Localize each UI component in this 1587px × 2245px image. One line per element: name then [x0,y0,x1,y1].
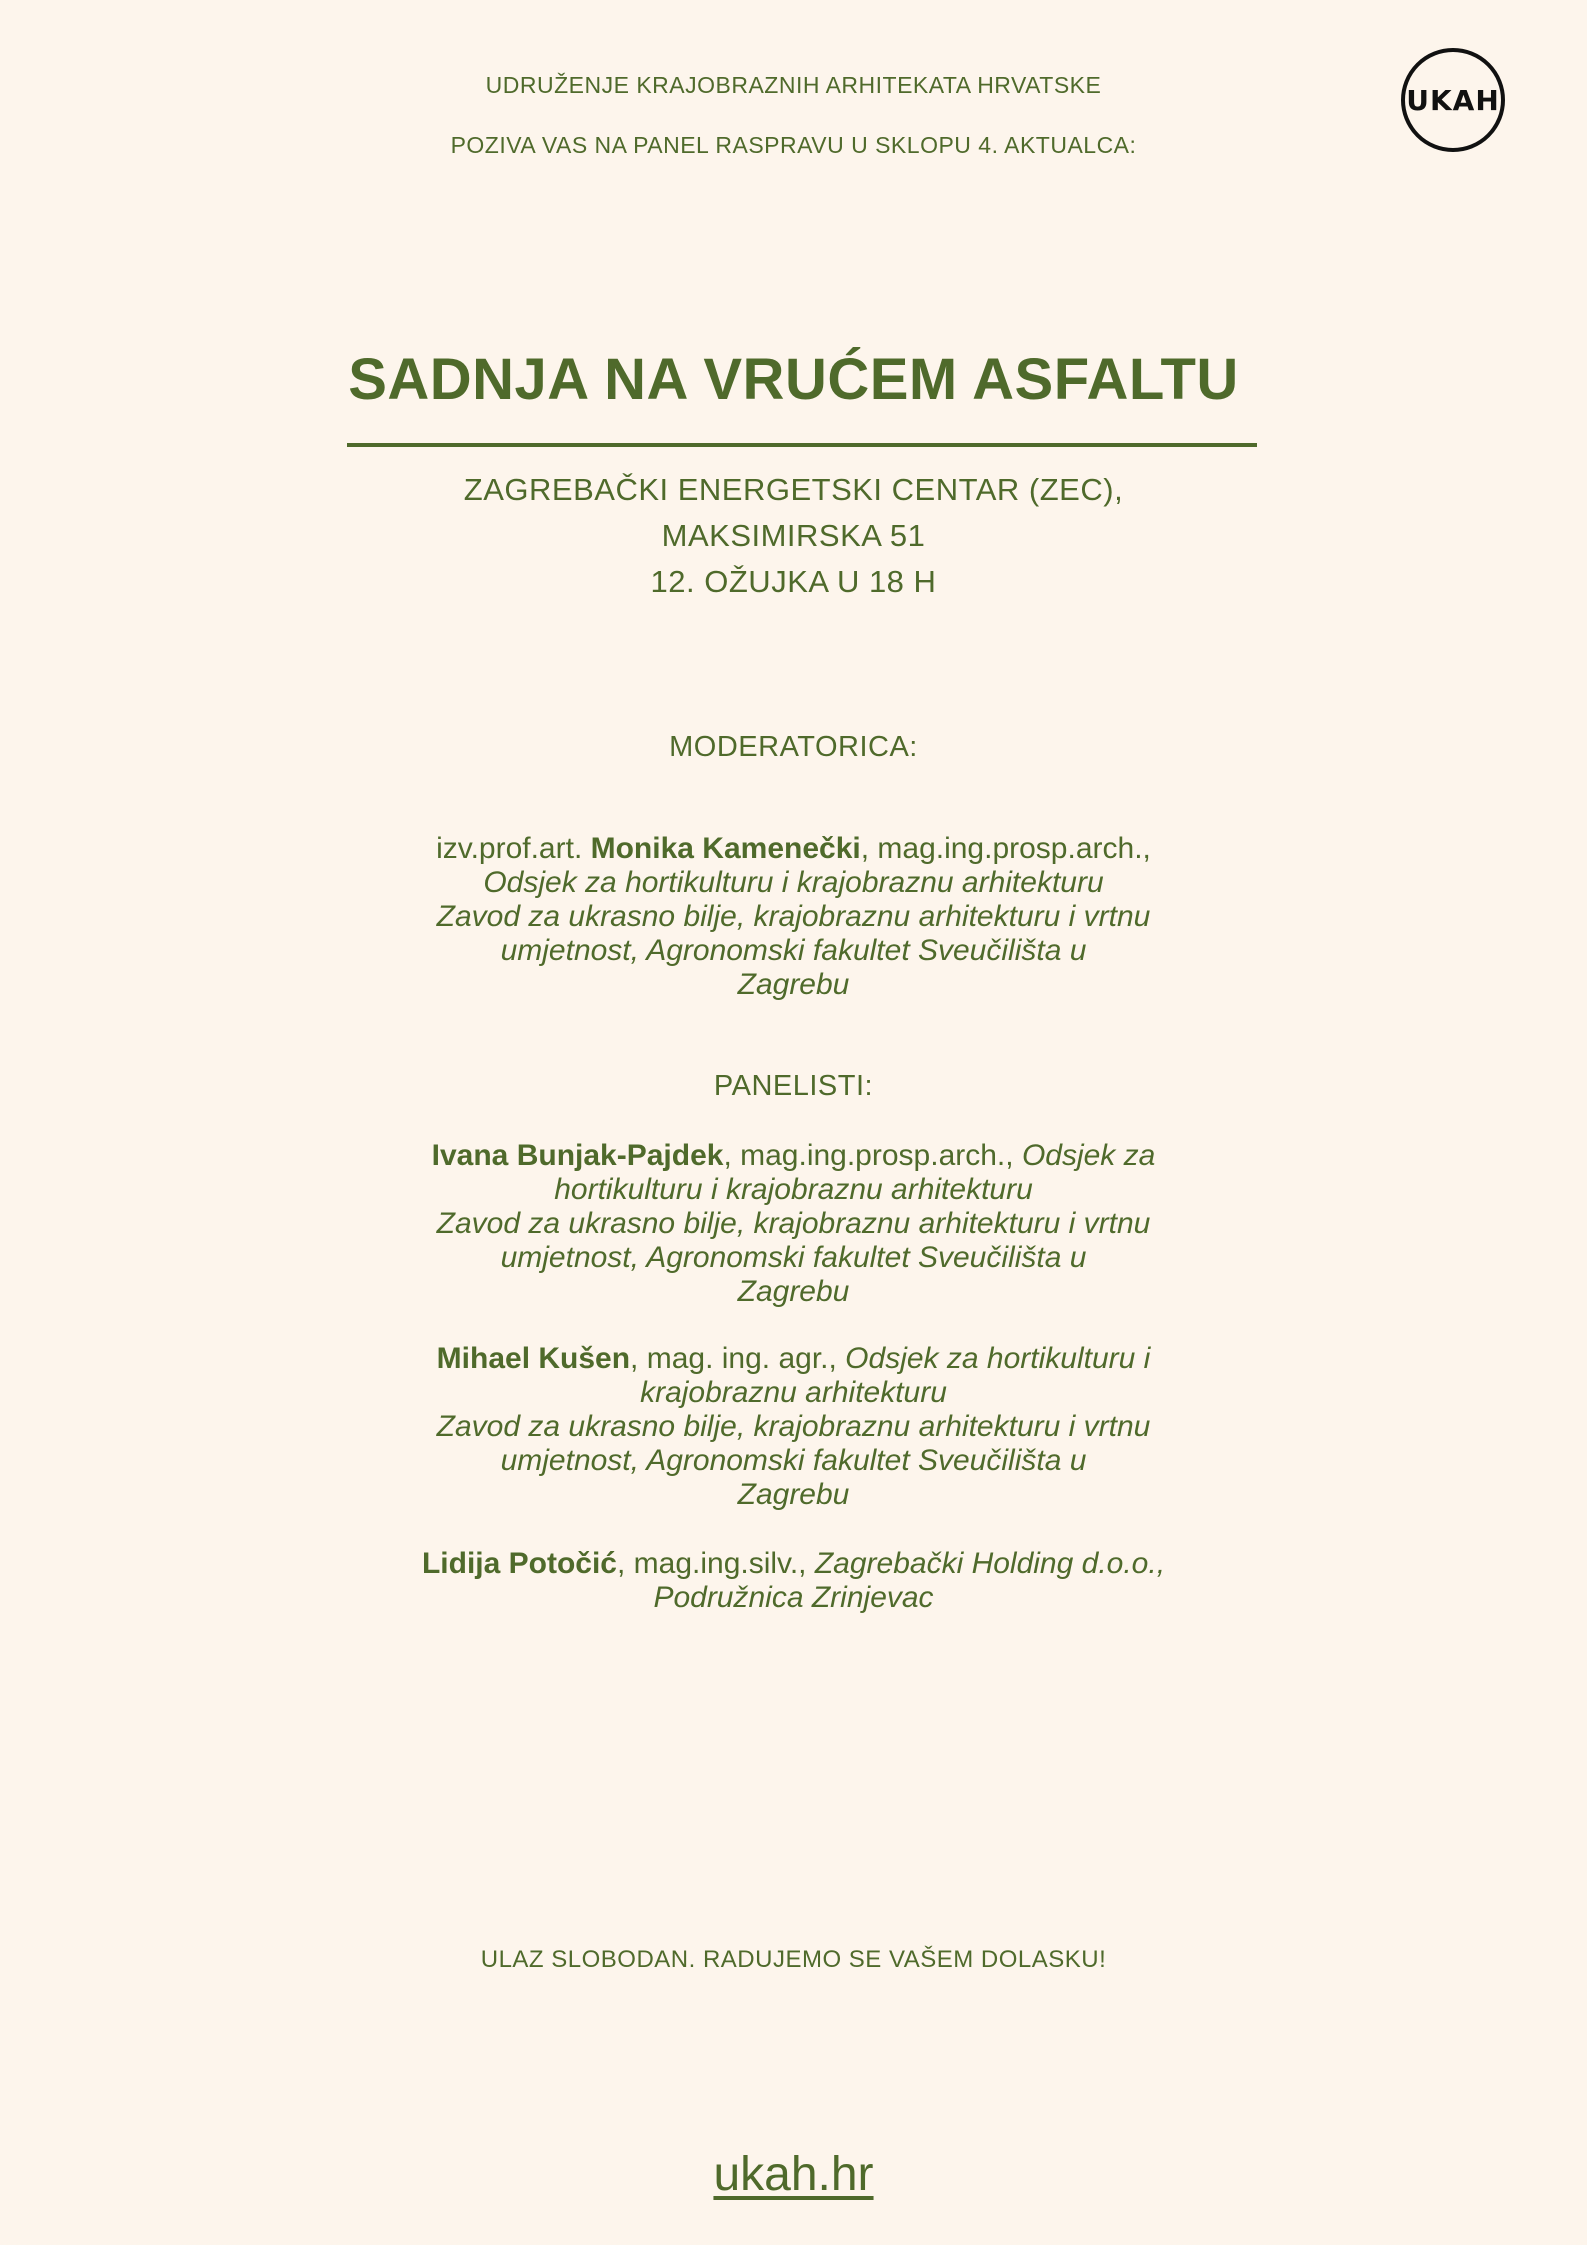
affiliation-line: Zavod za ukrasno bilje, krajobraznu arhitekturu i vrtnu [436,900,1151,933]
moderator-prefix: izv.prof.art. [436,832,591,865]
panelist-title: , mag. ing. agr., [630,1342,846,1375]
website-link[interactable]: ukah.hr [713,2148,874,2201]
address: MAKSIMIRSKA 51 [661,518,926,553]
moderator-name: Monika Kamenečki [590,832,861,865]
panelist-entry [0,1547,1587,1615]
affiliation-line: Zagrebački Holding d.o.o., [814,1547,1166,1580]
date-time: 12. OŽUJKA U 18 H [650,564,937,599]
affiliation-line: umjetnost, Agronomski fakultet Sveučilišta u [500,934,1087,967]
moderator-label: MODERATORICA: [669,731,918,763]
entry-note: ULAZ SLOBODAN. RADUJEMO SE VAŠEM DOLASKU! [480,1946,1107,1973]
event-details [0,467,1587,605]
affiliation-line: Podružnica Zrinjevac [653,1581,934,1614]
panelist-title: , mag.ing.silv., [616,1547,815,1580]
affiliation-line: umjetnost, Agronomski fakultet Sveučilišta u [500,1241,1087,1274]
event-title: SADNJA NA VRUĆEM ASFALTU [348,347,1239,412]
panelist-entry [0,1342,1587,1512]
venue: ZAGREBAČKI ENERGETSKI CENTAR (ZEC), [463,472,1124,507]
affiliation-line: krajobraznu arhitekturu [640,1376,947,1409]
moderator-title: , mag.ing.prosp.arch., [860,832,1151,865]
organization-name: UDRUŽENJE KRAJOBRAZNIH ARHITEKATA HRVATSKE [485,72,1102,98]
affiliation-line: Odsjek za hortikulturu i krajobraznu arhitekturu [483,866,1104,899]
affiliation-line: Zagrebu [737,1275,850,1308]
panelist-title: , mag.ing.prosp.arch., [723,1139,1022,1172]
ukah-logo-icon [1401,48,1505,152]
affiliation-line: Zagrebu [737,1478,850,1511]
panelist-name: Ivana Bunjak-Pajdek [431,1139,724,1172]
panelist-name: Mihael Kušen [436,1342,631,1375]
logo-text: UKAH [1406,83,1500,117]
affiliation-line: Zagrebu [737,968,850,1001]
affiliation-line: Odsjek za hortikulturu i [845,1342,1151,1375]
affiliation-line: hortikulturu i krajobraznu arhitekturu [554,1173,1033,1206]
affiliation-line: Zavod za ukrasno bilje, krajobraznu arhitekturu i vrtnu [436,1207,1151,1240]
affiliation-line: Odsjek za [1021,1139,1156,1172]
title-divider [347,443,1257,447]
panelist-entry [0,1139,1587,1309]
invitation-line: POZIVA VAS NA PANEL RASPRAVU U SKLOPU 4. AKTUALCA: [450,132,1137,158]
moderator-entry [0,832,1587,1002]
panelists-label: PANELISTI: [713,1070,874,1102]
affiliation-line: Zavod za ukrasno bilje, krajobraznu arhitekturu i vrtnu [436,1410,1151,1443]
affiliation-line: umjetnost, Agronomski fakultet Sveučilišta u [500,1444,1087,1477]
panelist-name: Lidija Potočić [421,1547,617,1580]
